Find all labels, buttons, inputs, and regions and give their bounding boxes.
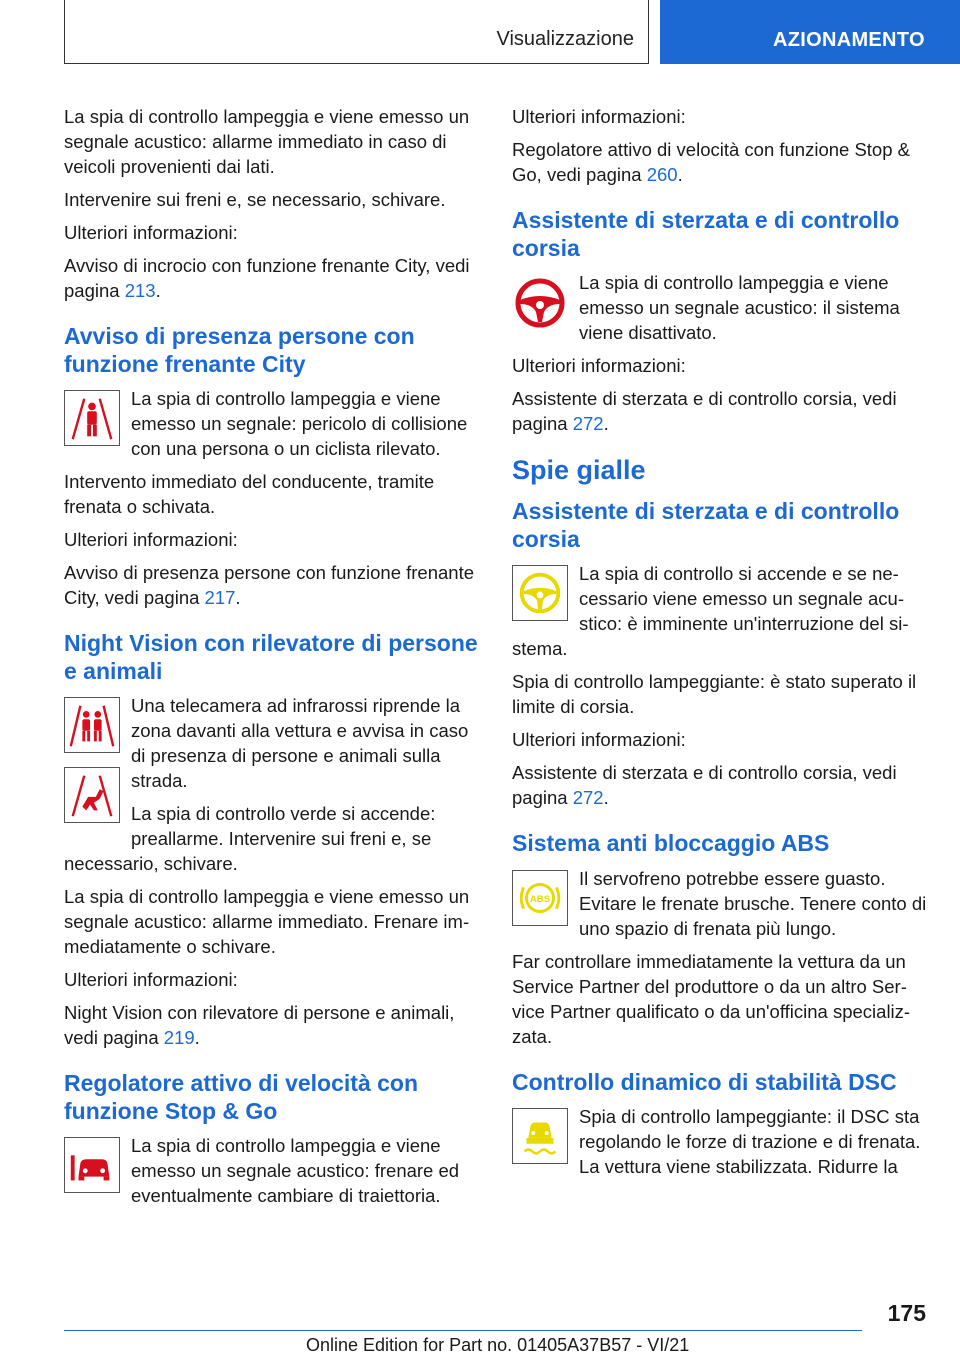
- paragraph: La spia di controllo verde si accende: preallarme. Intervenire sui freni e, se necessario, schivare.: [64, 803, 436, 874]
- section-heading: Assistente di sterzata e di controllo corsia: [512, 498, 900, 552]
- page-link[interactable]: 219: [163, 1027, 195, 1048]
- chapter-tab[interactable]: AZIONAMENTO: [660, 0, 960, 64]
- icon-block: [512, 561, 930, 661]
- paragraph: Intervenire sui freni e, se necessario, schivare.: [64, 189, 446, 210]
- paragraph: Far controllare immediatamente la vettura da un Service Partner del produttore o da un altro Service Partner qualificato o da un'officina specializzata.: [512, 950, 911, 1047]
- paragraph: Il servofreno potrebbe essere guasto. Evitare le frenate brusche. Tenere conto di uno spazio di frenata più lungo.: [579, 867, 927, 939]
- left-column: [64, 104, 482, 1216]
- paragraph: Una telecamera ad infrarossi riprende la zona davanti alla vettura e avvisa in caso di presenza di persone e animali sulla strada.: [131, 695, 469, 791]
- paragraph: La spia di controllo lampeggia e viene emesso un segnale acustico: allarme immediato in caso di veicoli provenienti dai lati.: [64, 106, 470, 177]
- header-left-box: [64, 0, 649, 64]
- paragraph: Ulteriori informazioni:: [64, 969, 238, 990]
- abs-warning-icon: [512, 870, 568, 926]
- chapter-heading: Spie gialle: [512, 455, 646, 485]
- persons-warning-icon: [64, 697, 120, 753]
- car-collision-warning-icon: [64, 1137, 120, 1193]
- section-heading: Avviso di presenza persone con funzione frenante City: [64, 323, 415, 377]
- icon-block: [512, 866, 930, 949]
- paragraph: Ulteriori informazioni:: [512, 106, 686, 127]
- dsc-warning-icon: [512, 1108, 568, 1164]
- paragraph: La spia di controllo lampeggia e viene emesso un segnale acustico: allarme immediato. Frenare immediatamente o schivare.: [64, 886, 470, 957]
- page-link[interactable]: 260: [646, 164, 678, 185]
- paragraph: Intervento immediato del conducente, tramite frenata o schivata.: [64, 471, 435, 517]
- icon-block: [512, 270, 930, 353]
- section-title: Visualizzazione: [496, 28, 634, 50]
- paragraph: Ulteriori informazioni:: [512, 729, 686, 750]
- section-heading: Regolatore attivo di velocità con funzione Stop & Go: [64, 1070, 419, 1124]
- paragraph: Regolatore attivo di velocità con funzione Stop & Go, vedi pagina 260.: [512, 139, 910, 185]
- icon-block: [64, 693, 482, 884]
- paragraph: Avviso di incrocio con funzione frenante City, vedi pagina 213.: [64, 255, 470, 301]
- paragraph: Spia di controllo lampeggiante: il DSC sta regolando le forze di trazione e di frenata. La vettura viene stabilizzata. Ridurre la: [579, 1106, 921, 1177]
- paragraph: La spia di controllo lampeggia e viene emesso un segnale: pericolo di collisione con una persona o un ciclista rilevato.: [131, 388, 468, 459]
- paragraph: La spia di controllo si accende e se necessario viene emesso un segnale acustico: è imminente un'interruzione del sistema.: [512, 563, 909, 659]
- section-heading: Night Vision con rilevatore di persone e animali: [64, 630, 478, 684]
- right-column: [512, 104, 930, 1187]
- paragraph: La spia di controllo lampeggia e viene emesso un segnale acustico: frenare ed eventualmente cambiare di traiettoria.: [131, 1135, 460, 1206]
- paragraph: Assistente di sterzata e di controllo corsia, vedi pagina 272.: [512, 762, 897, 808]
- paragraph: Ulteriori informazioni:: [64, 529, 238, 550]
- footer-divider: [64, 1330, 862, 1331]
- section-heading: Controllo dinamico di stabilità DSC: [512, 1068, 897, 1095]
- paragraph: Night Vision con rilevatore di persone e animali, vedi pagina 219.: [64, 1002, 455, 1048]
- page-number: 175: [887, 1300, 926, 1326]
- paragraph: Avviso di presenza persone con funzione frenante City, vedi pagina 217.: [64, 562, 475, 608]
- page-link[interactable]: 272: [572, 413, 604, 434]
- section-heading: Sistema anti bloccaggio ABS: [512, 830, 830, 856]
- paragraph: La spia di controllo lampeggia e viene emesso un segnale acustico: il sistema viene disattivato.: [579, 272, 900, 343]
- icon-block: [512, 1104, 930, 1187]
- page-link[interactable]: 217: [204, 587, 236, 608]
- pedestrian-warning-icon: [64, 390, 120, 446]
- edition-footer: Online Edition for Part no. 01405A37B57 - VI/21: [306, 1335, 690, 1355]
- paragraph: Assistente di sterzata e di controllo corsia, vedi pagina 272.: [512, 388, 897, 434]
- page-link[interactable]: 213: [124, 280, 156, 301]
- section-heading: Assistente di sterzata e di controllo corsia: [512, 207, 900, 261]
- icon-block: [64, 386, 482, 469]
- paragraph: Spia di controllo lampeggiante: è stato superato il limite di corsia.: [512, 671, 917, 717]
- icon-block: [64, 1133, 482, 1216]
- abs-icon-label: ABS: [529, 893, 551, 905]
- steering-wheel-red-icon: [512, 274, 568, 330]
- paragraph: Ulteriori informazioni:: [64, 222, 238, 243]
- steering-wheel-yellow-icon: [512, 565, 568, 621]
- animal-warning-icon: [64, 767, 120, 823]
- page-link[interactable]: 272: [572, 787, 604, 808]
- paragraph: Ulteriori informazioni:: [512, 355, 686, 376]
